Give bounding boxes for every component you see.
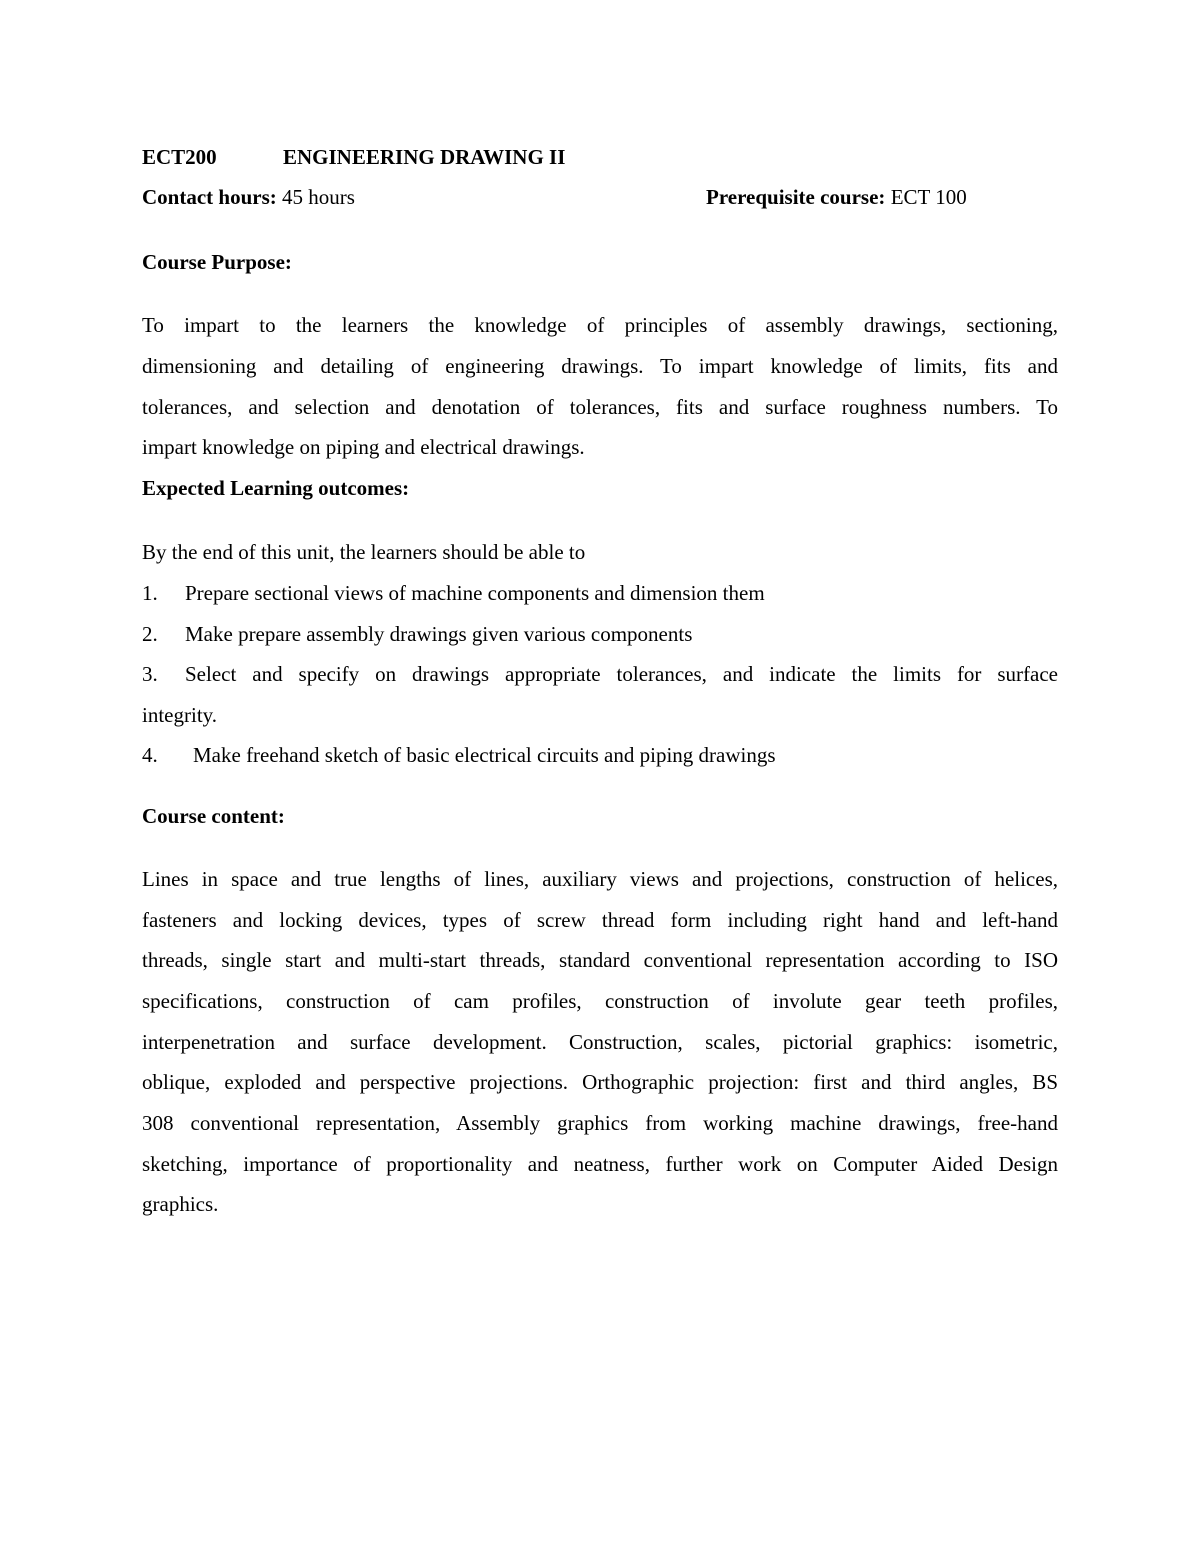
content-heading: Course content: [142, 804, 285, 828]
content-line: sketching, importance of proportionality and neatness, further work on Computer Aided Design [142, 1152, 1058, 1176]
content-line: Lines in space and true lengths of lines, auxiliary views and projections, construction of helices, [142, 867, 1058, 891]
outcome-text: Prepare sectional views of machine components and dimension them [185, 581, 765, 605]
purpose-line: To impart to the learners the knowledge of principles of assembly drawings, sectioning, [142, 313, 1058, 337]
content-line: 308 conventional representation, Assembly graphics from working machine drawings, free-hand [142, 1111, 1058, 1135]
content-line: oblique, exploded and perspective projections. Orthographic projection: first and third angles, BS [142, 1070, 1058, 1094]
outcome-number: 4. [142, 743, 158, 767]
course-code: ECT200 [142, 145, 217, 169]
purpose-line: tolerances, and selection and denotation of tolerances, fits and surface roughness numbers. To [142, 395, 1058, 419]
content-line: fasteners and locking devices, types of screw thread form including right hand and left-hand [142, 908, 1058, 932]
contact-hours-label: Contact hours: [142, 185, 277, 209]
outcomes-heading: Expected Learning outcomes: [142, 476, 410, 500]
prerequisite-value: ECT 100 [885, 185, 967, 209]
prerequisite [706, 183, 967, 211]
outcome-number: 2. [142, 622, 158, 646]
outcome-text: Make prepare assembly drawings given various components [185, 622, 693, 646]
content-line: threads, single start and multi-start threads, standard conventional representation according to ISO [142, 948, 1058, 972]
course-title: ENGINEERING DRAWING II [283, 145, 566, 169]
content-line: interpenetration and surface development. Construction, scales, pictorial graphics: isometric, [142, 1030, 1058, 1054]
outcome-text-continued: integrity. [142, 703, 218, 727]
content-line: graphics. [142, 1192, 219, 1216]
purpose-heading: Course Purpose: [142, 250, 292, 274]
purpose-line: dimensioning and detailing of engineering drawings. To impart knowledge of limits, fits and [142, 354, 1058, 378]
content-line: specifications, construction of cam profiles, construction of involute gear teeth profiles, [142, 989, 1058, 1013]
prerequisite-label: Prerequisite course: [706, 185, 886, 209]
outcome-number: 3. [142, 662, 158, 686]
contact-hours-value: 45 hours [276, 185, 355, 209]
outcome-text: Make freehand sketch of basic electrical circuits and piping drawings [193, 743, 776, 767]
contact-hours [142, 183, 355, 211]
outcome-text: Select and specify on drawings appropriate tolerances, and indicate the limits for surface [185, 662, 1058, 686]
outcomes-intro: By the end of this unit, the learners should be able to [142, 540, 586, 564]
outcome-number: 1. [142, 581, 158, 605]
purpose-line: impart knowledge on piping and electrical drawings. [142, 435, 585, 459]
